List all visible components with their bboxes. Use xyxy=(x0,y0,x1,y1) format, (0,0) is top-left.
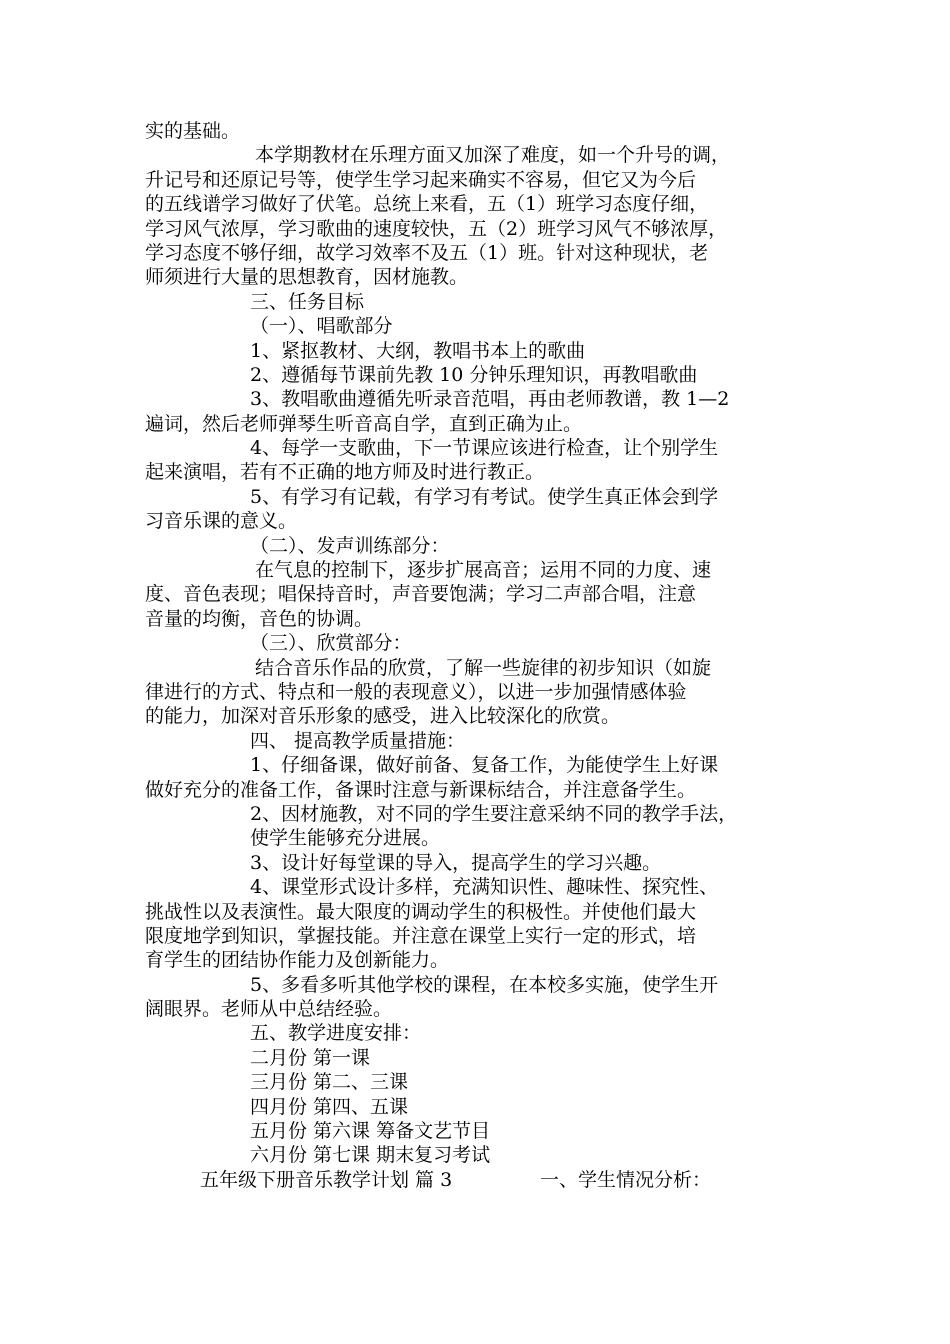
text-line: 的能力，加深对音乐形象的感受，进入比较深化的欣赏。 xyxy=(145,705,621,728)
text-line: 5、有学习有记载，有学习有考试。使学生真正体会到学 xyxy=(250,485,719,508)
text-line: 使学生能够充分进展。 xyxy=(250,827,441,850)
text-line: （三）、欣赏部分： xyxy=(250,632,412,655)
text-line: 起来演唱，若有不正确的地方师及时进行教正。 xyxy=(145,461,545,484)
text-line: 1、紧抠教材、大纲，教唱书本上的歌曲 xyxy=(250,339,586,362)
text-line: 挑战性以及表演性。最大限度的调动学生的积极性。并使他们最大 xyxy=(145,900,697,923)
text-line: 学习风气浓厚，学习歌曲的速度较快，五（2）班学习风气不够浓厚， xyxy=(145,217,728,240)
text-line: 实的基础。 xyxy=(145,120,241,142)
text-line: 阔眼界。老师从中总结经验。 xyxy=(145,998,393,1021)
text-line: 1、仔细备课，做好前备、复备工作，为能使学生上好课 xyxy=(250,754,719,777)
text-line: （二）、发声训练部分： xyxy=(250,534,450,557)
text-line: 四、 提高教学质量措施： xyxy=(250,729,466,752)
text-line: 律进行的方式、特点和一般的表现意义），以进一步加强情感体验 xyxy=(145,680,687,703)
text-line: 2、因材施教，对不同的学生要注意采纳不同的教学手法， xyxy=(250,802,738,825)
text-line: 学习态度不够仔细，故学习效率不及五（1）班。针对这种现状，老 xyxy=(145,241,709,264)
text-line: （一）、唱歌部分 xyxy=(250,315,393,338)
text-line: 遍词，然后老师弹琴生听音高自学，直到正确为止。 xyxy=(145,412,583,435)
text-line: 师须进行大量的思想教育，因材施教。 xyxy=(145,266,469,289)
section-heading-line xyxy=(145,1168,810,1192)
text-line: 5、多看多听其他学校的课程，在本校多实施，使学生开 xyxy=(250,973,719,996)
text-line: 育学生的团结协作能力及创新能力。 xyxy=(145,949,450,972)
text-line: 4、课堂形式设计多样，充满知识性、趣味性、探究性、 xyxy=(250,876,719,899)
text-line: 3、设计好每堂课的导入，提高学生的学习兴趣。 xyxy=(250,851,662,874)
text-line: 五月份 第六课 筹备文艺节目 xyxy=(250,1120,491,1143)
text-line: 做好充分的准备工作，备课时注意与新课标结合，并注意备学生。 xyxy=(145,778,697,801)
text-line: 六月份 第七课 期末复习考试 xyxy=(250,1144,491,1167)
text-line: 度、音色表现；唱保持音时，声音要饱满；学习二声部合唱，注意 xyxy=(145,583,697,606)
text-line: 3、教唱歌曲遵循先听录音范唱，再由老师教谱，教 1—2 xyxy=(250,388,730,411)
text-line: 四月份 第四、五课 xyxy=(250,1095,409,1118)
text-line: 三月份 第二、三课 xyxy=(250,1071,409,1094)
text-line: 4、每学一支歌曲，下一节课应该进行检查，让个别学生 xyxy=(250,437,719,460)
text-line: 五、教学进度安排： xyxy=(250,1022,422,1045)
document-body xyxy=(145,119,810,1192)
text-line: 升记号和还原记号等，使学生学习起来确实不容易，但它又为今后 xyxy=(145,168,697,191)
text-line: 音量的均衡，音色的协调。 xyxy=(145,607,374,630)
text-line: 本学期教材在乐理方面又加深了难度，如一个升号的调， xyxy=(255,144,731,167)
text-line: 在气息的控制下，逐步扩展高音；运用不同的力度、速 xyxy=(255,559,712,582)
text-line: 限度地学到知识，掌握技能。并注意在课堂上实行一定的形式，培 xyxy=(145,924,697,947)
text-line: 二月份 第一课 xyxy=(250,1046,371,1069)
text-line: 2、遵循每节课前先教 10 分钟乐理知识，再教唱歌曲 xyxy=(250,363,698,386)
section-title: 五年级下册音乐教学计划 篇 3 xyxy=(200,1168,453,1191)
text-line: 三、任务目标 xyxy=(250,290,365,313)
text-line: 的五线谱学习做好了伏笔。总统上来看，五（1）班学习态度仔细， xyxy=(145,193,709,216)
text-line: 结合音乐作品的欣赏，了解一些旋律的初步知识（如旋 xyxy=(255,656,712,679)
section-subtitle: 一、学生情况分析： xyxy=(540,1168,712,1191)
text-line: 习音乐课的意义。 xyxy=(145,510,298,533)
